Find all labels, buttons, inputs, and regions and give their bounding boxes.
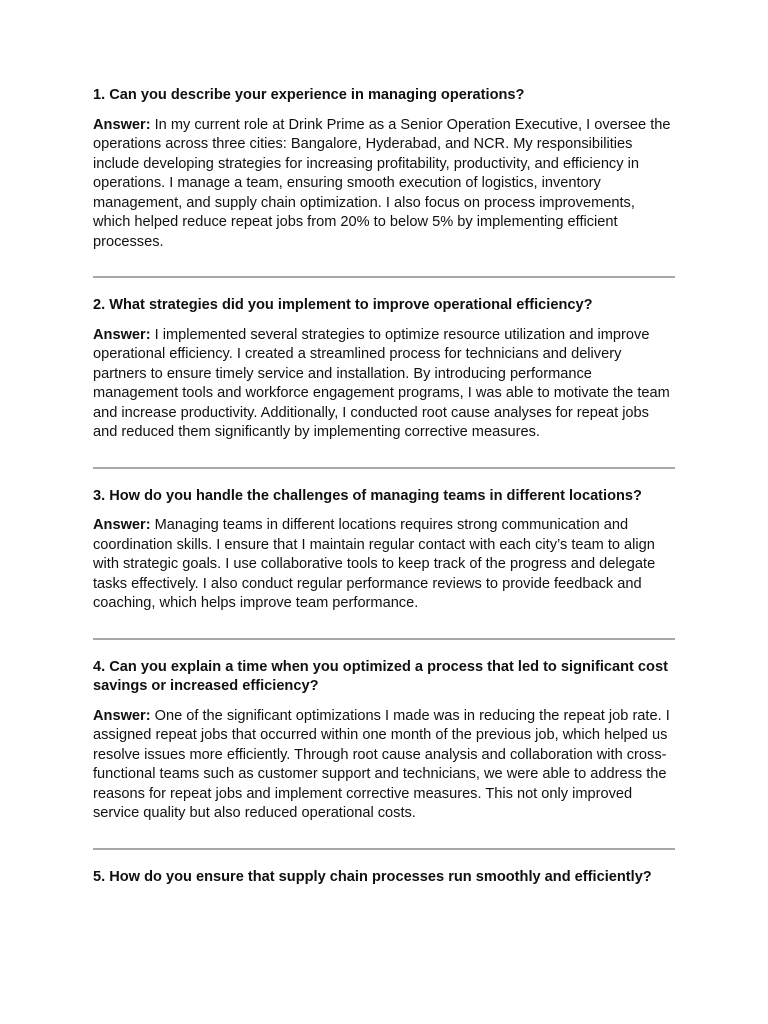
qa-item-1 — [93, 86, 675, 252]
question-4: 4. Can you explain a time when you optimized a process that led to significant cost savings or increased efficiency? — [93, 658, 668, 694]
question-5: 5. How do you ensure that supply chain processes run smoothly and efficiently? — [93, 868, 652, 885]
question-3: 3. How do you handle the challenges of managing teams in different locations? — [93, 487, 642, 504]
answer-1 — [93, 116, 675, 253]
answer-1-text: In my current role at Drink Prime as a Senior Operation Executive, I oversee the operations across three cities: Bangalore, Hyderabad, and NCR. My responsibilities include developing strategies for increasing profitability, productivity, and efficiency in operations. I manage a team, ensuring smooth execution of logistics, inventory management, and supply chain optimization. I also focus on process improvements, which helped reduce repeat jobs from 20% to below 5% by implementing efficient processes. — [93, 116, 671, 250]
answer-label: Answer: — [93, 517, 151, 533]
answer-2-text: I implemented several strategies to optimize resource utilization and improve operational efficiency. I created a streamlined process for technicians and delivery partners to ensure timely service and installation. By introducing performance management tools and workforce engagement programs, I was able to motivate the team and increase productivity. Additionally, I conducted root cause analyses for repeat jobs and reduced them significantly by implementing corrective measures. — [93, 326, 670, 440]
document-page — [93, 86, 675, 897]
answer-3 — [93, 516, 675, 614]
qa-item-5 — [93, 868, 675, 888]
question-2: 2. What strategies did you implement to improve operational efficiency? — [93, 297, 593, 313]
qa-item-2 — [93, 296, 675, 443]
section-divider — [93, 638, 675, 640]
qa-item-4 — [93, 658, 675, 824]
answer-label: Answer: — [93, 116, 151, 133]
question-1: 1. Can you describe your experience in managing operations? — [93, 87, 525, 103]
answer-4-text: One of the significant optimizations I made was in reducing the repeat job rate. I assigned repeat jobs that occurred within one month of the previous job, which helped us resolve issues more efficiently. Through root cause analysis and collaboration with cross-functional teams such as customer support and technicians, we were able to address the reasons for repeat jobs and implement corrective measures. This not only improved service quality but also reduced operational costs. — [93, 707, 670, 821]
section-divider — [93, 467, 675, 469]
section-divider — [93, 276, 675, 278]
answer-2 — [93, 326, 675, 443]
answer-label: Answer: — [93, 707, 151, 724]
answer-4 — [93, 707, 675, 824]
answer-3-text: Managing teams in different locations requires strong communication and coordination skills. I ensure that I maintain regular contact with each city’s team to align with strategic goals. I use collaborative tools to keep track of the progress and delegate tasks effectively. I also conduct regular performance reviews to provide feedback and coaching, which helps improve team performance. — [93, 517, 656, 611]
section-divider — [93, 848, 675, 850]
answer-label: Answer: — [93, 326, 151, 343]
qa-item-3 — [93, 487, 675, 614]
